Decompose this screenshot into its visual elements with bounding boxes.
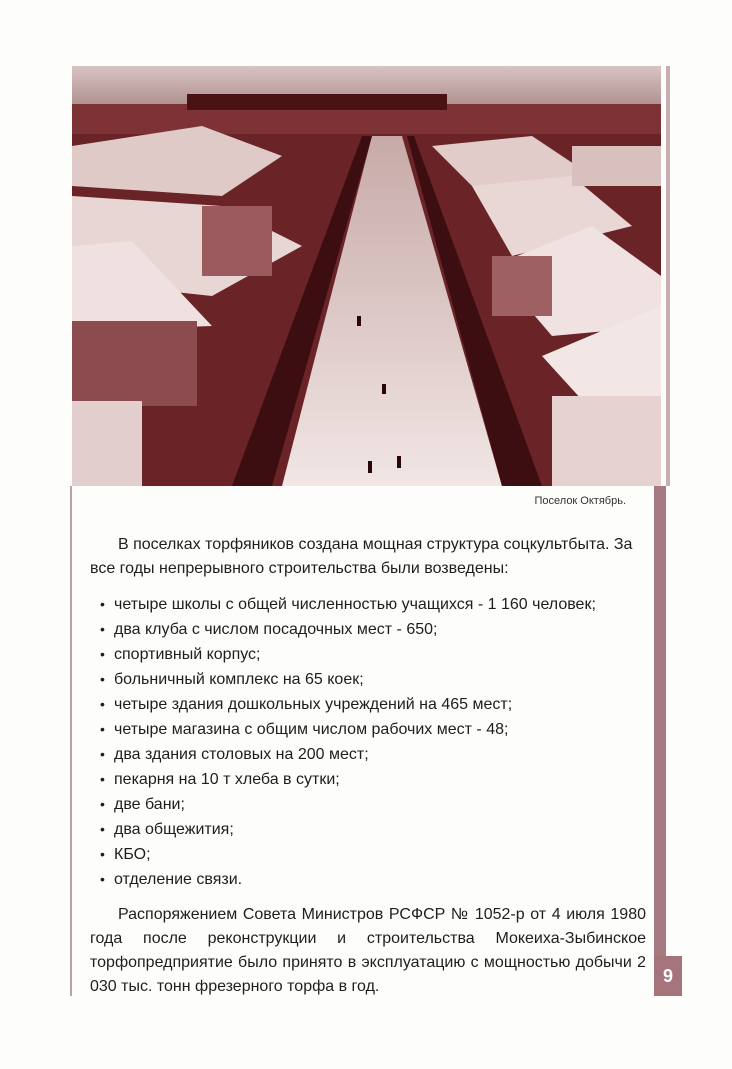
village-photo bbox=[72, 66, 661, 486]
list-item-text: спортивный корпус; bbox=[114, 646, 261, 663]
list-item bbox=[100, 867, 646, 892]
list-item-text: четыре здания дошкольных учреждений на 465 мест; bbox=[114, 696, 513, 713]
right-decorative-strip bbox=[654, 486, 666, 956]
list-item bbox=[100, 767, 646, 792]
list-item-text: пекарня на 10 т хлеба в сутки; bbox=[114, 771, 340, 788]
bullet-icon: • bbox=[100, 671, 105, 687]
list-item bbox=[100, 817, 646, 842]
list-item-text: больничный комплекс на 65 коек; bbox=[114, 671, 364, 688]
list-item bbox=[100, 642, 646, 667]
list-item-text: два здания столовых на 200 мест; bbox=[114, 746, 369, 763]
list-item-text: два клуба с числом посадочных мест - 650; bbox=[114, 621, 438, 638]
bullet-icon: • bbox=[100, 621, 105, 637]
facilities-list bbox=[90, 592, 646, 892]
list-item-text: четыре магазина с общим числом рабочих мест - 48; bbox=[114, 721, 509, 738]
right-decorative-strip-top bbox=[666, 66, 670, 486]
page-number: 9 bbox=[654, 956, 682, 996]
list-item-text: две бани; bbox=[114, 796, 185, 813]
bullet-icon: • bbox=[100, 696, 105, 712]
bullet-icon: • bbox=[100, 646, 105, 662]
list-item-text: два общежития; bbox=[114, 821, 234, 838]
list-item bbox=[100, 842, 646, 867]
bullet-icon: • bbox=[100, 846, 105, 862]
list-item bbox=[100, 742, 646, 767]
village-winter-street-image bbox=[72, 66, 661, 486]
list-item bbox=[100, 592, 646, 617]
list-item-text: КБО; bbox=[114, 846, 151, 863]
intro-paragraph: В поселках торфяников создана мощная структура соцкультбыта. За все годы непрерывного строительства были возведены: bbox=[90, 536, 633, 577]
list-item bbox=[100, 717, 646, 742]
decree-paragraph: Распоряжением Совета Министров РСФСР № 1052-р от 4 июля 1980 года после реконструкции и строительства Мокеиха-Зыбинское торфопредприятие было принято в эксплуатацию с мощностью добычи 2 030 тыс. тонн фрезерного торфа в год. bbox=[90, 906, 646, 995]
bullet-icon: • bbox=[100, 746, 105, 762]
main-text bbox=[90, 533, 646, 999]
list-item bbox=[100, 617, 646, 642]
list-item bbox=[100, 692, 646, 717]
bullet-icon: • bbox=[100, 596, 105, 612]
left-margin-rule bbox=[70, 486, 72, 996]
bullet-icon: • bbox=[100, 821, 105, 837]
bullet-icon: • bbox=[100, 721, 105, 737]
list-item bbox=[100, 667, 646, 692]
list-item-text: отделение связи. bbox=[114, 871, 243, 888]
photo-caption: Поселок Октябрь. bbox=[534, 495, 626, 507]
bullet-icon: • bbox=[100, 796, 105, 812]
list-item-text: четыре школы с общей численностью учащихся - 1 160 человек; bbox=[114, 596, 596, 613]
list-item bbox=[100, 792, 646, 817]
bullet-icon: • bbox=[100, 771, 105, 787]
bullet-icon: • bbox=[100, 871, 105, 887]
